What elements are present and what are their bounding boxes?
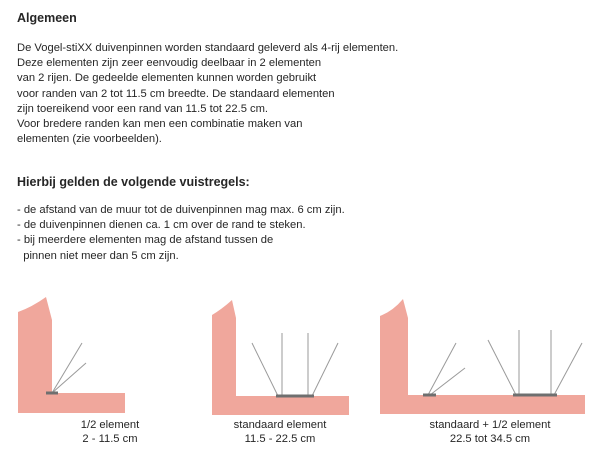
rule-line: - de duivenpinnen dienen ca. 1 cm over de rand te steken. — [17, 219, 306, 232]
heading-general: Algemeen — [17, 11, 77, 25]
caption-half-element — [55, 418, 165, 446]
wall-ledge — [18, 297, 125, 413]
diagram-half-element — [18, 297, 125, 413]
text-line: elementen (zie voorbeelden). — [17, 133, 162, 146]
text-line: Voor bredere randen kan men een combinatie maken van — [17, 118, 303, 131]
caption-range: 2 - 11.5 cm — [82, 433, 138, 445]
caption-label: standaard + 1/2 element — [429, 419, 551, 431]
diagram-standard-element — [212, 300, 349, 415]
text-line: Deze elementen zijn zeer eenvoudig deelbaar in 2 elementen — [17, 57, 322, 70]
spike — [52, 363, 86, 393]
spike — [488, 340, 516, 395]
caption-standard-element — [215, 418, 345, 446]
text-line: zijn toereikend voor een rand van 11.5 tot 22.5 cm. — [17, 102, 269, 115]
spike — [52, 343, 82, 393]
spike — [428, 343, 456, 395]
spike — [554, 343, 582, 395]
heading-rules: Hierbij gelden de volgende vuistregels: — [17, 175, 250, 189]
rule-line: pinnen niet meer dan 5 cm zijn. — [17, 249, 179, 262]
wall-ledge — [380, 299, 585, 414]
caption-standard-plus-half — [415, 418, 565, 446]
text-line: voor randen van 2 tot 11.5 cm breedte. De standaard elementen — [17, 87, 335, 100]
wall-ledge — [212, 300, 349, 415]
spike — [252, 343, 278, 396]
caption-range: 22.5 tot 34.5 cm — [449, 433, 531, 445]
caption-range: 11.5 - 22.5 cm — [244, 433, 316, 445]
text-line: van 2 rijen. De gedeelde elementen kunnen worden gebruikt — [17, 72, 317, 85]
rule-line: - bij meerdere elementen mag de afstand tussen de — [17, 234, 274, 247]
rule-line: - de afstand van de muur tot de duivenpinnen mag max. 6 cm zijn. — [17, 204, 345, 216]
caption-label: 1/2 element — [80, 419, 140, 431]
diagram-standard-plus-half-element — [380, 299, 585, 414]
spike — [312, 343, 338, 396]
caption-label: standaard element — [233, 419, 327, 431]
text-line: De Vogel-stiXX duivenpinnen worden standaard geleverd als 4-rij elementen. — [17, 42, 399, 54]
